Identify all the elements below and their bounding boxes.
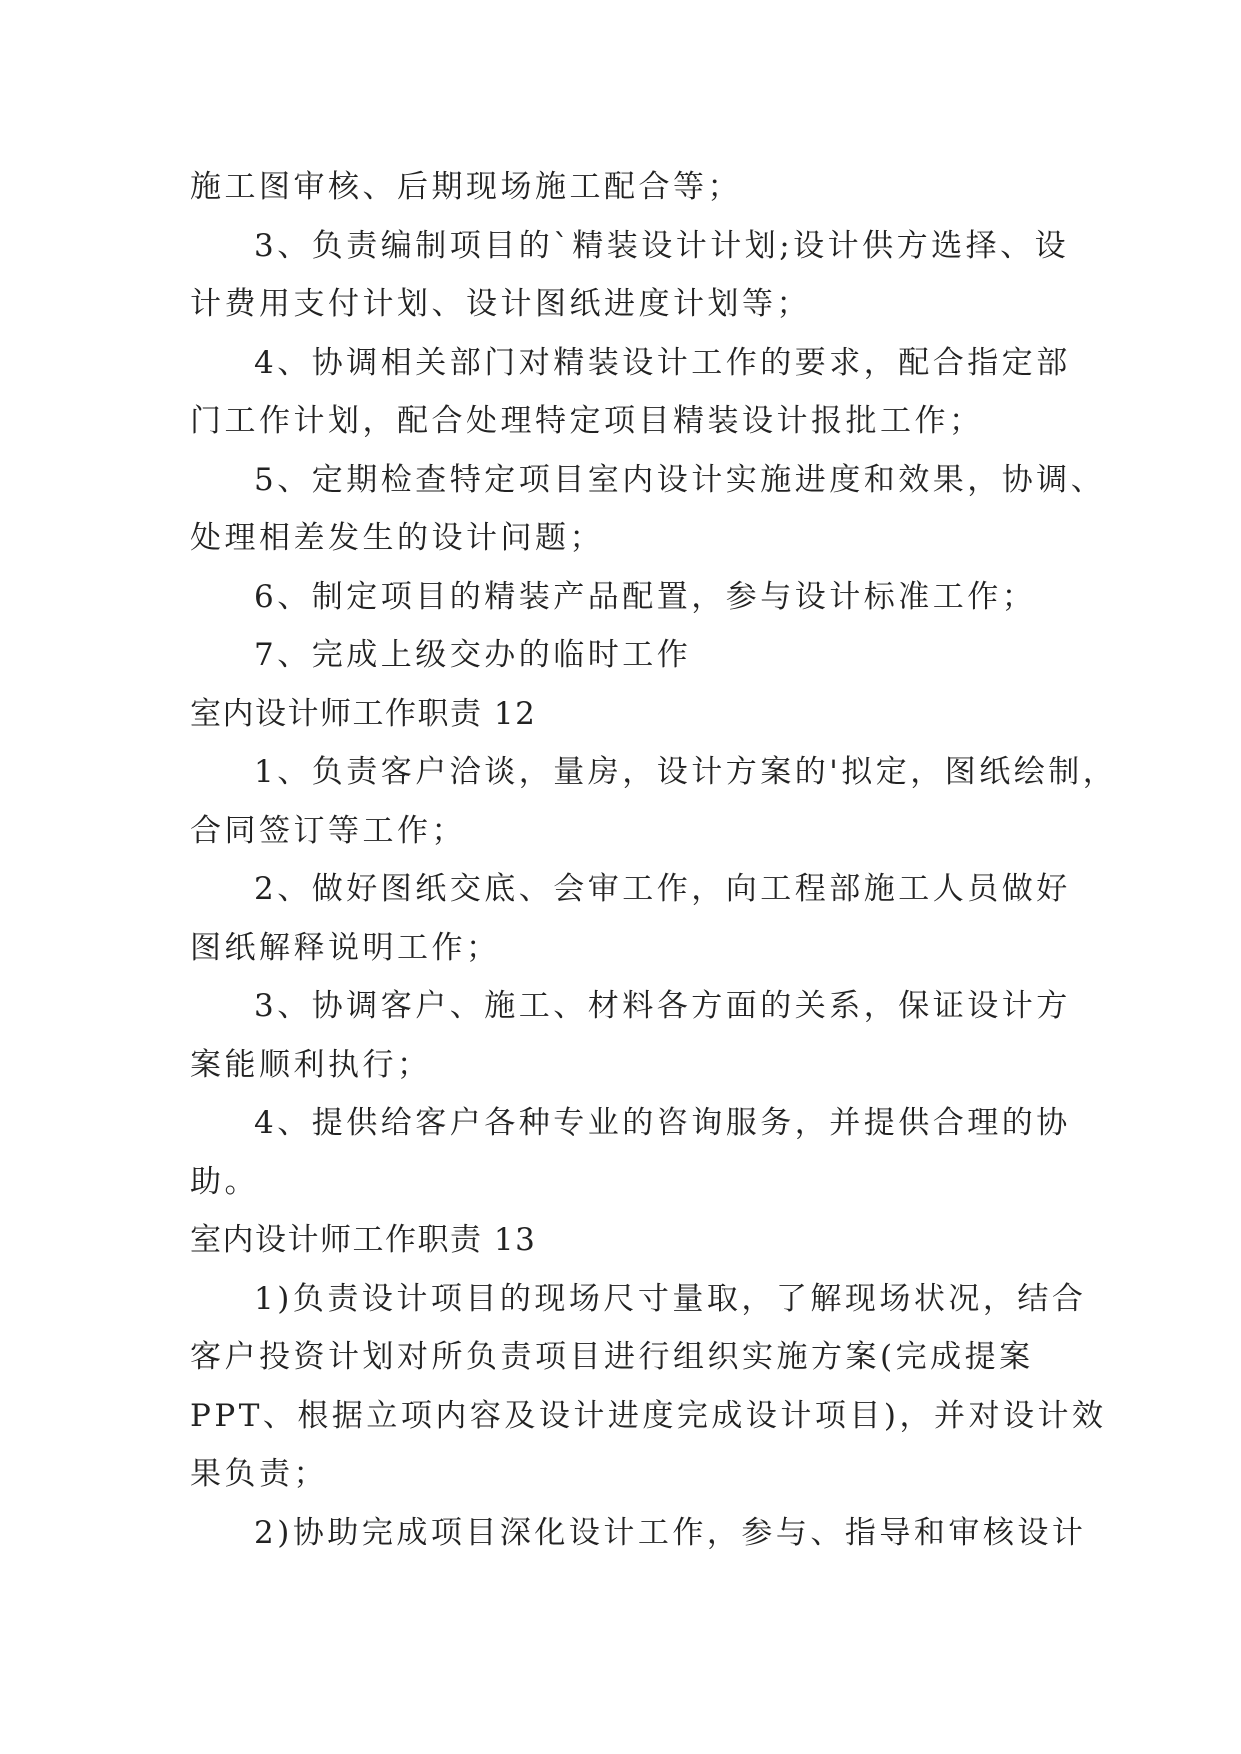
paragraph-line: 果负责； bbox=[190, 1456, 328, 1492]
paragraph-line: 处理相差发生的设计问题； bbox=[190, 520, 604, 556]
paragraph-line: 6、制定项目的精装产品配置，参与设计标准工作； bbox=[254, 578, 1037, 615]
paragraph-line: 3、负责编制项目的`精装设计计划;设计供方选择、设 bbox=[254, 227, 1070, 264]
section-heading: 室内设计师工作职责 13 bbox=[190, 1222, 537, 1258]
paragraph-line: 1)负责设计项目的现场尺寸量取，了解现场状况，结合 bbox=[254, 1280, 1087, 1317]
paragraph-line: 计费用支付计划、设计图纸进度计划等； bbox=[190, 286, 811, 322]
paragraph-line: 1、负责客户洽谈，量房，设计方案的'拟定，图纸绘制， bbox=[254, 754, 1118, 790]
paragraph-line: PPT、根据立项内容及设计进度完成设计项目)，并对设计效 bbox=[190, 1397, 1107, 1434]
paragraph-line: 门工作计划，配合处理特定项目精装设计报批工作； bbox=[190, 403, 984, 439]
paragraph-line: 4、提供给客户各种专业的咨询服务，并提供合理的协 bbox=[254, 1105, 1071, 1141]
section-heading: 室内设计师工作职责 12 bbox=[190, 695, 537, 732]
paragraph-line: 3、协调客户、施工、材料各方面的关系，保证设计方 bbox=[254, 988, 1071, 1024]
paragraph-line: 5、定期检查特定项目室内设计实施进度和效果，协调、 bbox=[254, 461, 1106, 498]
paragraph-line: 助。 bbox=[190, 1163, 259, 1200]
paragraph-line: 7、完成上级交办的临时工作 bbox=[254, 637, 692, 673]
paragraph-line: 4、协调相关部门对精装设计工作的要求，配合指定部 bbox=[254, 344, 1071, 381]
paragraph-line: 合同签订等工作； bbox=[190, 812, 466, 849]
document-body bbox=[190, 158, 1118, 1562]
paragraph-line: 2、做好图纸交底、会审工作，向工程部施工人员做好 bbox=[254, 871, 1071, 907]
paragraph-line: 2)协助完成项目深化设计工作，参与、指导和审核设计 bbox=[254, 1514, 1087, 1551]
paragraph-line: 图纸解释说明工作； bbox=[190, 929, 501, 966]
paragraph-line: 施工图审核、后期现场施工配合等； bbox=[190, 169, 742, 205]
paragraph-line: 案能顺利执行； bbox=[190, 1046, 432, 1083]
paragraph-line: 客户投资计划对所负责项目进行组织实施方案(完成提案 bbox=[190, 1339, 1034, 1375]
